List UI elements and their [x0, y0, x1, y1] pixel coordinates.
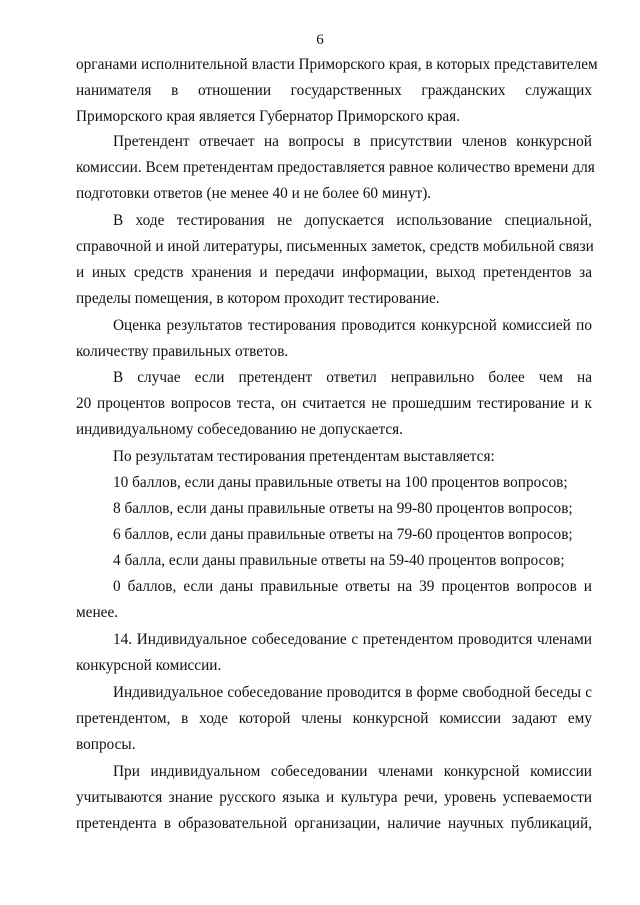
- text-line: справочной и иной литературы, письменных заметок, средств мобильной связи: [76, 238, 594, 255]
- text-line: и иных средств хранения и передачи информации, выход претендентов за: [76, 264, 592, 281]
- text-line: учитываются знание русского языка и культура речи, уровень успеваемости: [76, 789, 592, 806]
- text-line: 14. Индивидуальное собеседование с претендентом проводится членами: [113, 631, 592, 648]
- text-line: пределы помещения, в котором проходит тестирование.: [76, 290, 440, 307]
- text-line: Приморского края является Губернатор Приморского края.: [76, 108, 461, 125]
- text-line: менее.: [76, 604, 119, 621]
- text-line: Оценка результатов тестирования проводится конкурсной комиссией по: [113, 317, 592, 334]
- text-line: 0 баллов, если даны правильные ответы на 39 процентов вопросов и: [113, 578, 592, 595]
- text-line: нанимателя в отношении государственных гражданских служащих: [76, 82, 592, 99]
- text-line: 6 баллов, если даны правильные ответы на 79-60 процентов вопросов;: [113, 526, 573, 543]
- text-line: органами исполнительной власти Приморского края, в которых представителем: [76, 56, 598, 73]
- text-line: В случае если претендент ответил неправильно более чем на: [113, 369, 592, 386]
- text-line: комиссии. Всем претендентам предоставляется равное количество времени для: [76, 159, 595, 176]
- page-number: 6: [316, 32, 324, 48]
- text-line: 8 баллов, если даны правильные ответы на 99-80 процентов вопросов;: [113, 500, 573, 517]
- text-line: претендентом, в ходе которой члены конкурсной комиссии задают ему: [76, 710, 592, 727]
- text-line: претендента в образовательной организации, наличие научных публикаций,: [76, 815, 592, 832]
- text-line: Претендент отвечает на вопросы в присутствии членов конкурсной: [113, 133, 592, 150]
- text-line: Индивидуальное собеседование проводится в форме свободной беседы с: [113, 684, 592, 701]
- text-line: 10 баллов, если даны правильные ответы на 100 процентов вопросов;: [113, 474, 568, 491]
- text-line: 20 процентов вопросов теста, он считается не прошедшим тестирование и к: [76, 395, 592, 412]
- text-line: 4 балла, если даны правильные ответы на 59-40 процентов вопросов;: [113, 552, 565, 569]
- text-line: вопросы.: [76, 736, 136, 753]
- text-line: индивидуальному собеседованию не допускается.: [76, 421, 403, 438]
- text-line: В ходе тестирования не допускается использование специальной,: [113, 212, 592, 229]
- text-line: подготовки ответов (не менее 40 и не более 60 минут).: [76, 185, 432, 202]
- text-line: По результатам тестирования претендентам выставляется:: [113, 448, 495, 465]
- text-line: При индивидуальном собеседовании членами конкурсной комиссии: [113, 763, 592, 780]
- text-line: конкурсной комиссии.: [76, 657, 222, 674]
- text-line: количеству правильных ответов.: [76, 343, 289, 360]
